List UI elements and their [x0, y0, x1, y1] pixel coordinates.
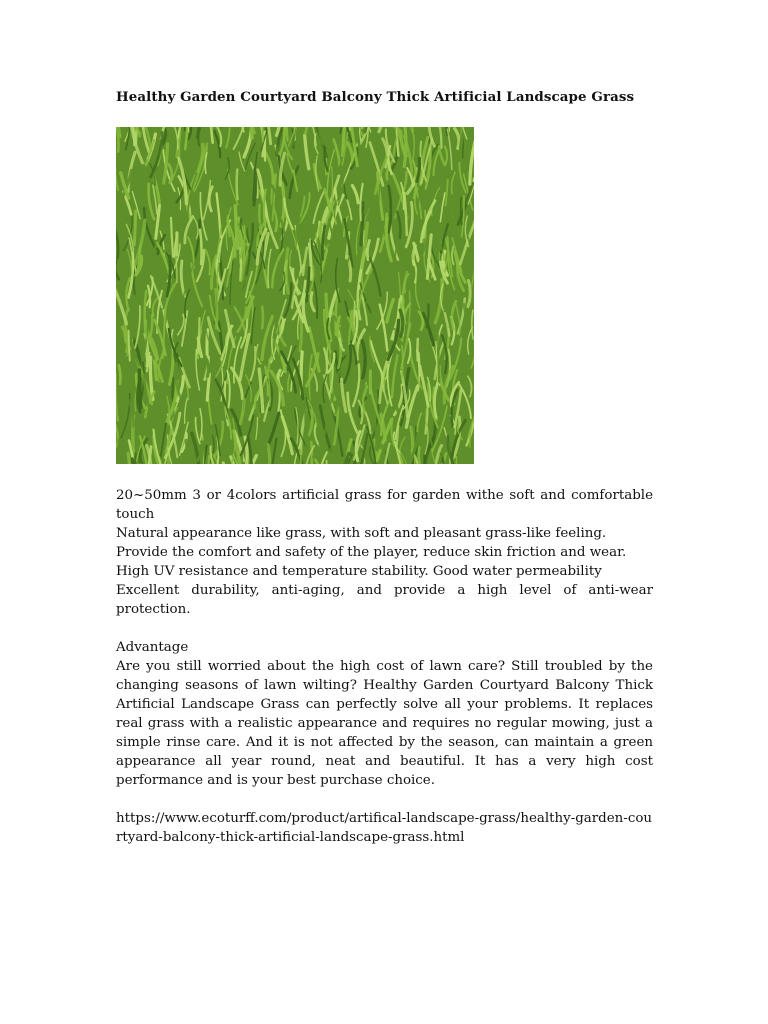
feature-line: Provide the comfort and safety of the player, reduce skin friction and wear.	[116, 545, 627, 560]
feature-line: High UV resistance and temperature stability. Good water permeability	[116, 564, 602, 579]
document-page	[116, 88, 653, 847]
product-link[interactable]: https://www.ecoturff.com/product/artifical-landscape-grass/healthy-garden-courtyard-balcony-thick-artificial-landscape-grass.html	[116, 811, 653, 845]
grass-photo	[116, 127, 474, 464]
feature-line: Natural appearance like grass, with soft and pleasant grass-like feeling.	[116, 526, 607, 541]
advantage-heading: Advantage	[116, 640, 189, 655]
feature-line: Excellent durability, anti-aging, and provide a high level of anti-wear protection.	[116, 583, 653, 617]
advantage-paragraph: Are you still worried about the high cost of lawn care? Still troubled by the changing seasons of lawn wilting? Healthy Garden Courtyard Balcony Thick Artificial Landscape Grass can perfectly solve all your problems. It replaces real grass with a realistic appearance and requires no regular mowing, just a simple rinse care. And it is not affected by the season, can maintain a green appearance all year round, neat and beautiful. It has a very high cost performance and is your best purchase choice.	[116, 659, 653, 788]
document-body	[116, 486, 653, 847]
feature-line: 20~50mm 3 or 4colors artificial grass for garden withe soft and comfortable touch	[116, 488, 653, 522]
document-title: Healthy Garden Courtyard Balcony Thick Artificial Landscape Grass	[116, 89, 635, 105]
grass-image	[116, 127, 474, 464]
